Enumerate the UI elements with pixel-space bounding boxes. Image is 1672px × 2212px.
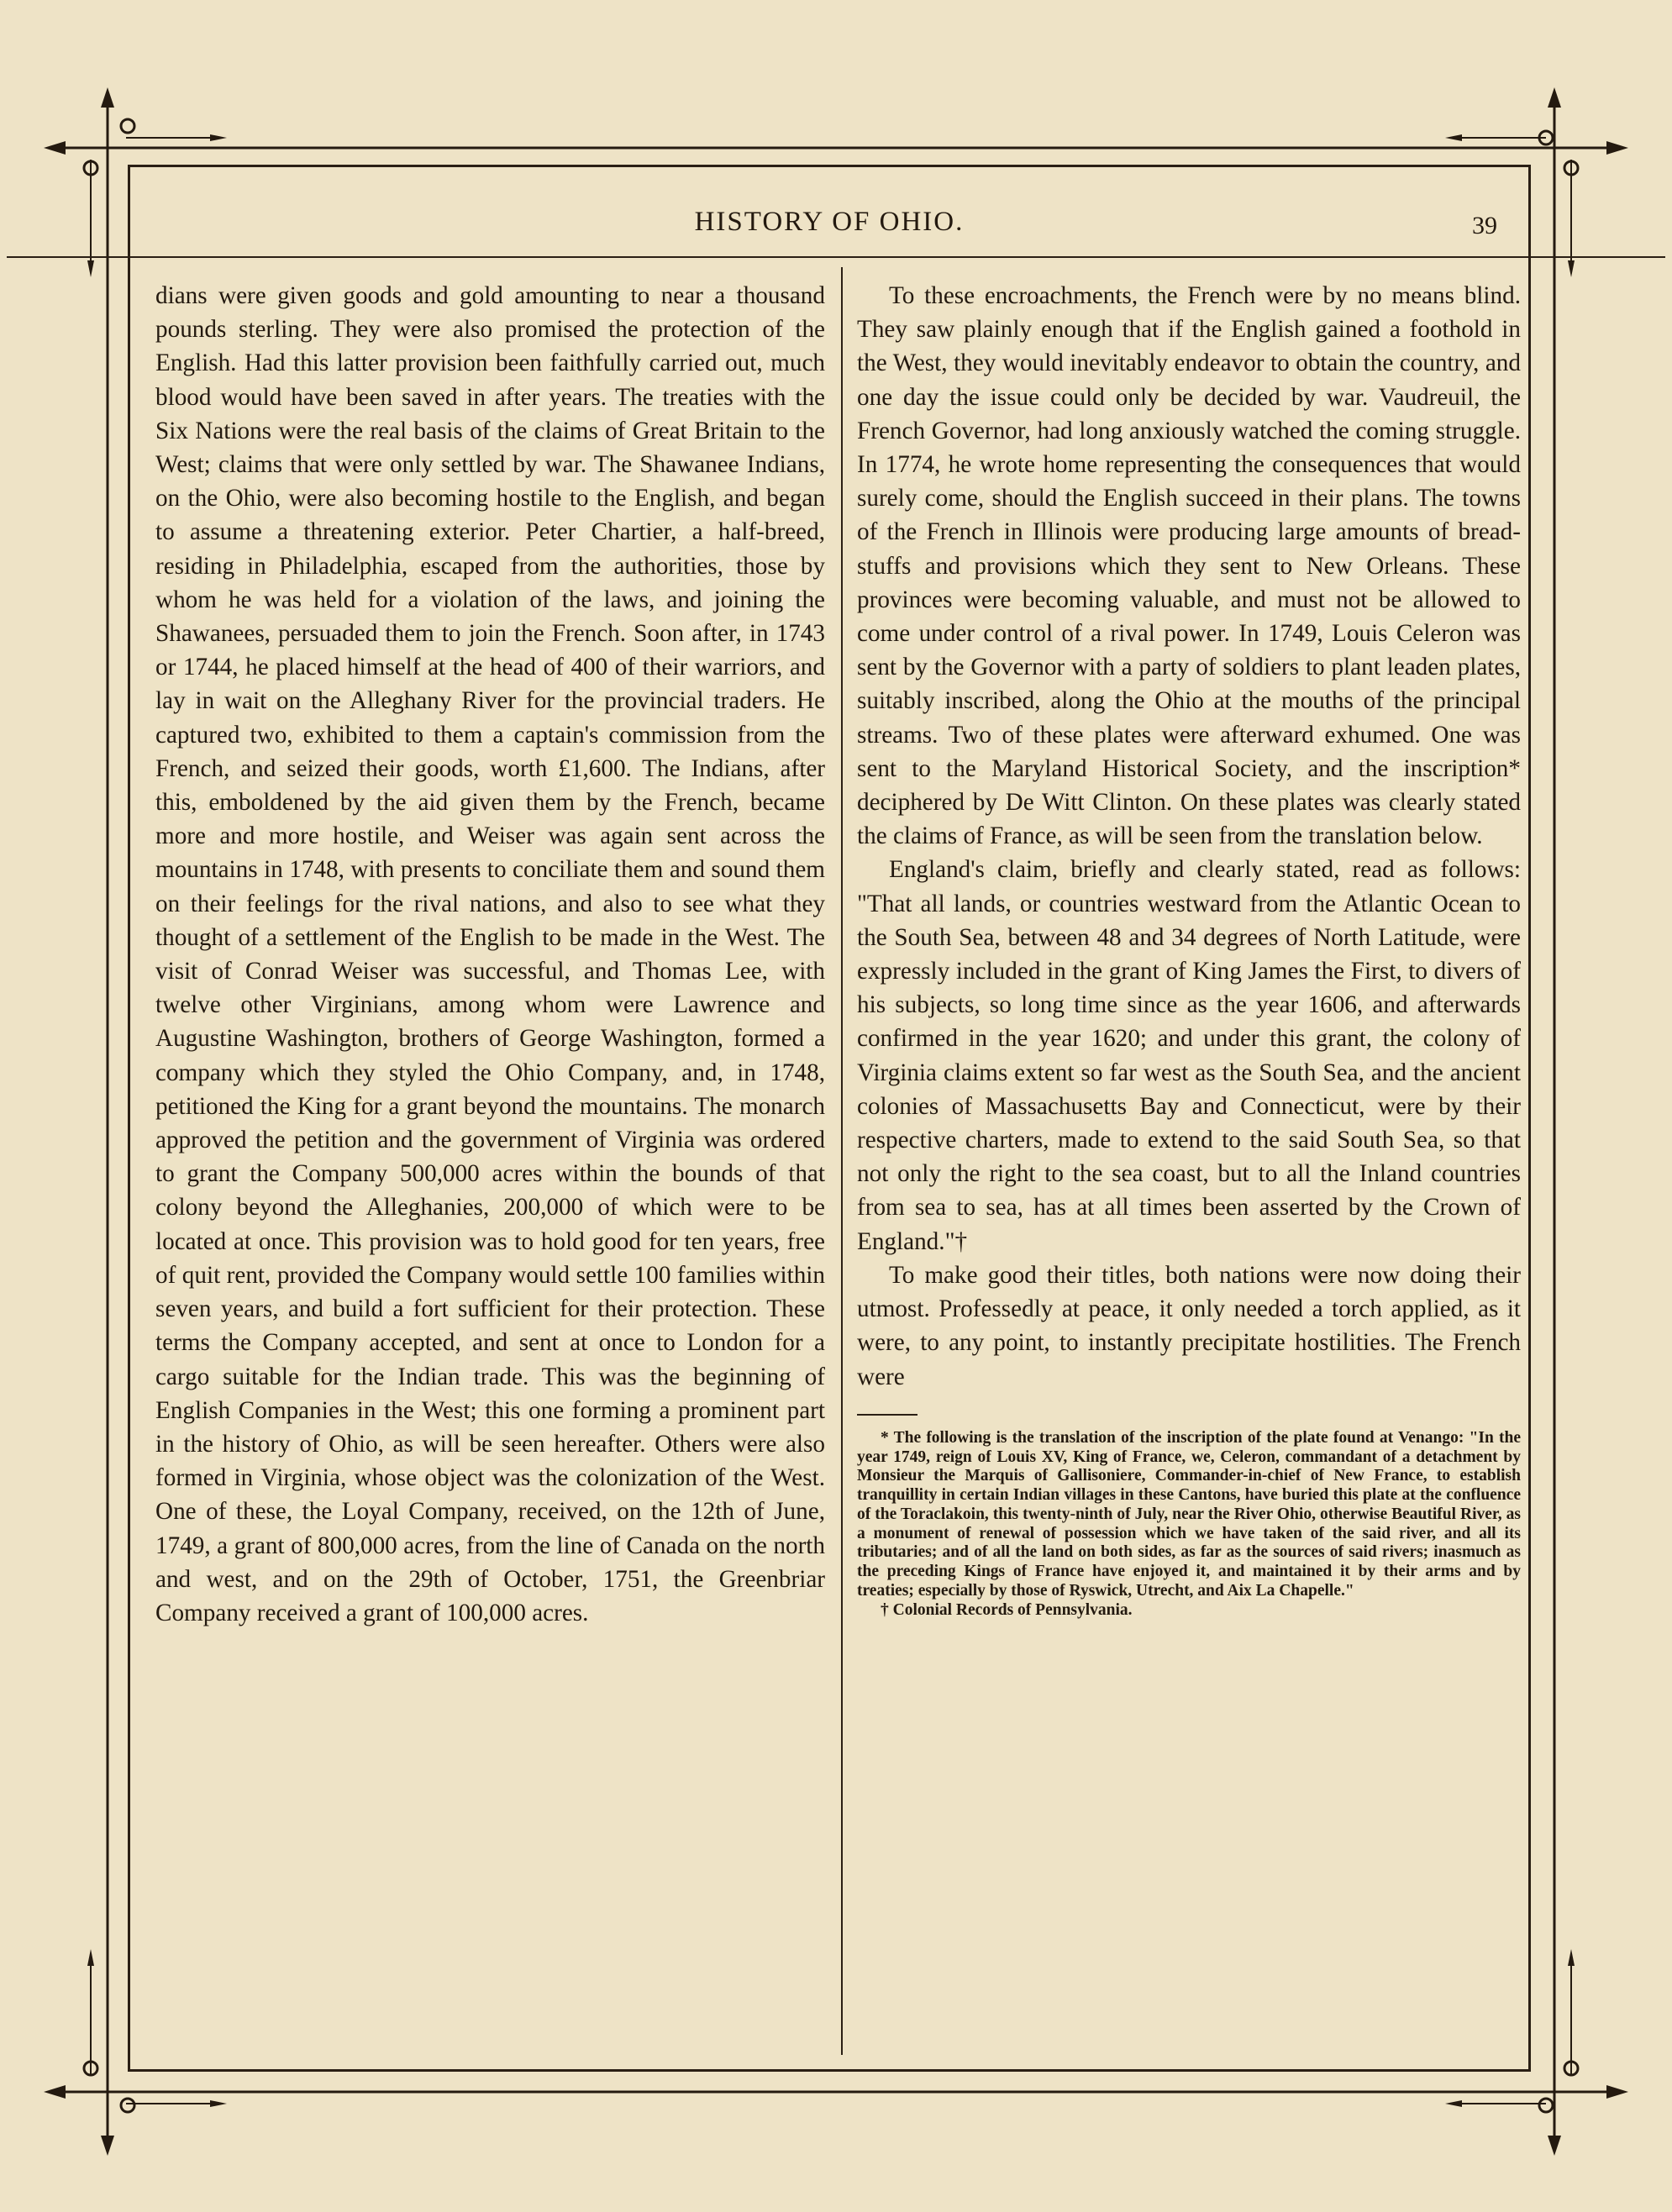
footnote-2: † Colonial Records of Pennsylvania.: [881, 1600, 1133, 1619]
right-column: [857, 279, 1521, 1621]
footnote-rule: [857, 1414, 917, 1416]
left-column: [155, 279, 825, 1630]
page-header: [128, 165, 1531, 265]
page-number: 39: [1472, 212, 1497, 239]
footnote-1: * The following is the translation of the inscription of the plate found at Venango: "In the year 1749, reign of Louis XV, King of France, we, Celeron, commandant of a detachment by Monsieur the Marquis of Gallisoniere, Commander-in-chief of New France, to establish tranquillity in certain Indian villages in these Cantons, have buried this plate at the confluence of the Toraclakoin, this twenty-ninth of July, near the River Ohio, otherwise Beautiful River, as a monument of renewal of possession which we have taken of the said river, and all its tributaries; and of all the land on both sides, as far as the sources of said rivers; inasmuch as the preceding Kings of France have enjoyed it, and maintained it by their arms and by treaties; especially by those of Ryswick, Utrecht, and Aix La Chapelle.": [857, 1428, 1521, 1600]
right-paragraph-3: To make good their titles, both nations were now doing their utmost. Professedly at peace, it only needed a torch applied, as it were, to any point, to instantly precipitate hostilities. The French were: [857, 1261, 1521, 1390]
left-paragraph-1: dians were given goods and gold amounting to near a thousand pounds sterling. They were also promised the protection of the English. Had this latter provision been faithfully carried out, much blood would have been saved in after years. The treaties with the Six Nations were the real basis of the claims of Great Britain to the West; claims that were only settled by war. The Shawanee Indians, on the Ohio, were also becoming hostile to the English, and began to assume a threatening exterior. Peter Chartier, a half-breed, residing in Philadelphia, escaped from the authorities, those by whom he was held for a violation of the laws, and joining the Shawanees, persuaded them to join the French. Soon after, in 1743 or 1744, he placed himself at the head of 400 of their warriors, and lay in wait on the Alleghany River for the provincial traders. He captured two, exhibited to them a captain's commission from the French, and seized their goods, worth £1,600. The Indians, after this, emboldened by the aid given them by the French, became more and more hostile, and Weiser was again sent across the mountains in 1748, with presents to conciliate them and sound them on their feelings for the rival nations, and also to see what they thought of a settlement of the English to be made in the West. The visit of Conrad Weiser was successful, and Thomas Lee, with twelve other Virginians, among whom were Lawrence and Augustine Washington, brothers of George Washington, formed a company which they styled the Ohio Company, and, in 1748, petitioned the King for a grant beyond the mountains. The monarch approved the petition and the government of Virginia was ordered to grant the Company 500,000 acres within the bounds of that colony beyond the Alleghanies, 200,000 of which were to be located at once. This provision was to hold good for ten years, free of quit rent, provided the Company would settle 100 families within seven years, and build a fort sufficient for their protection. These terms the Company accepted, and sent at once to London for a cargo suitable for the Indian trade. This was the beginning of English Companies in the West; this one forming a prominent part in the history of Ohio, as will be seen hereafter. Others were also formed in Virginia, whose object was the colonization of the West. One of these, the Loyal Company, received, on the 12th of June, 1749, a grant of 800,000 acres, from the line of Canada on the north and west, and on the 29th of October, 1751, the Greenbriar Company received a grant of 100,000 acres.: [155, 282, 825, 1626]
column-divider: [841, 267, 843, 2055]
running-title: HISTORY OF OHIO.: [694, 207, 965, 237]
header-rule: [7, 256, 1665, 258]
right-paragraph-1: To these encroachments, the French were by no means blind. They saw plainly enough that if the English gained a foothold in the West, they would inevitably endeavor to obtain the country, and one day the issue could only be decided by war. Vaudreuil, the French Governor, had long anxiously watched the coming struggle. In 1774, he wrote home representing the consequences that would surely come, should the English succeed in their plans. The towns of the French in Illinois were producing large amounts of bread-stuffs and provisions which they sent to New Orleans. These provinces were becoming valuable, and must not be allowed to come under control of a rival power. In 1749, Louis Celeron was sent by the Governor with a party of soldiers to plant leaden plates, suitably inscribed, along the Ohio at the mouths of the principal streams. Two of these plates were afterward exhumed. One was sent to the Maryland Historical Society, and the inscription* deciphered by De Witt Clinton. On these plates was clearly stated the claims of France, as will be seen from the translation below.: [857, 282, 1521, 850]
right-paragraph-2: England's claim, briefly and clearly stated, read as follows: "That all lands, or countries westward from the Atlantic Ocean to the South Sea, between 48 and 34 degrees of North Latitude, were expressly included in the grant of King James the First, to divers of his subjects, so long time since as the year 1606, and afterwards confirmed in the year 1620; and under this grant, the colony of Virginia claims extent so far west as the South Sea, and the ancient colonies of Massachusetts Bay and Connecticut, were by their respective charters, made to extend to the said South Sea, so that not only the right to the sea coast, but to all the Inland countries from sea to sea, has at all times been asserted by the Crown of England."†: [857, 856, 1521, 1255]
